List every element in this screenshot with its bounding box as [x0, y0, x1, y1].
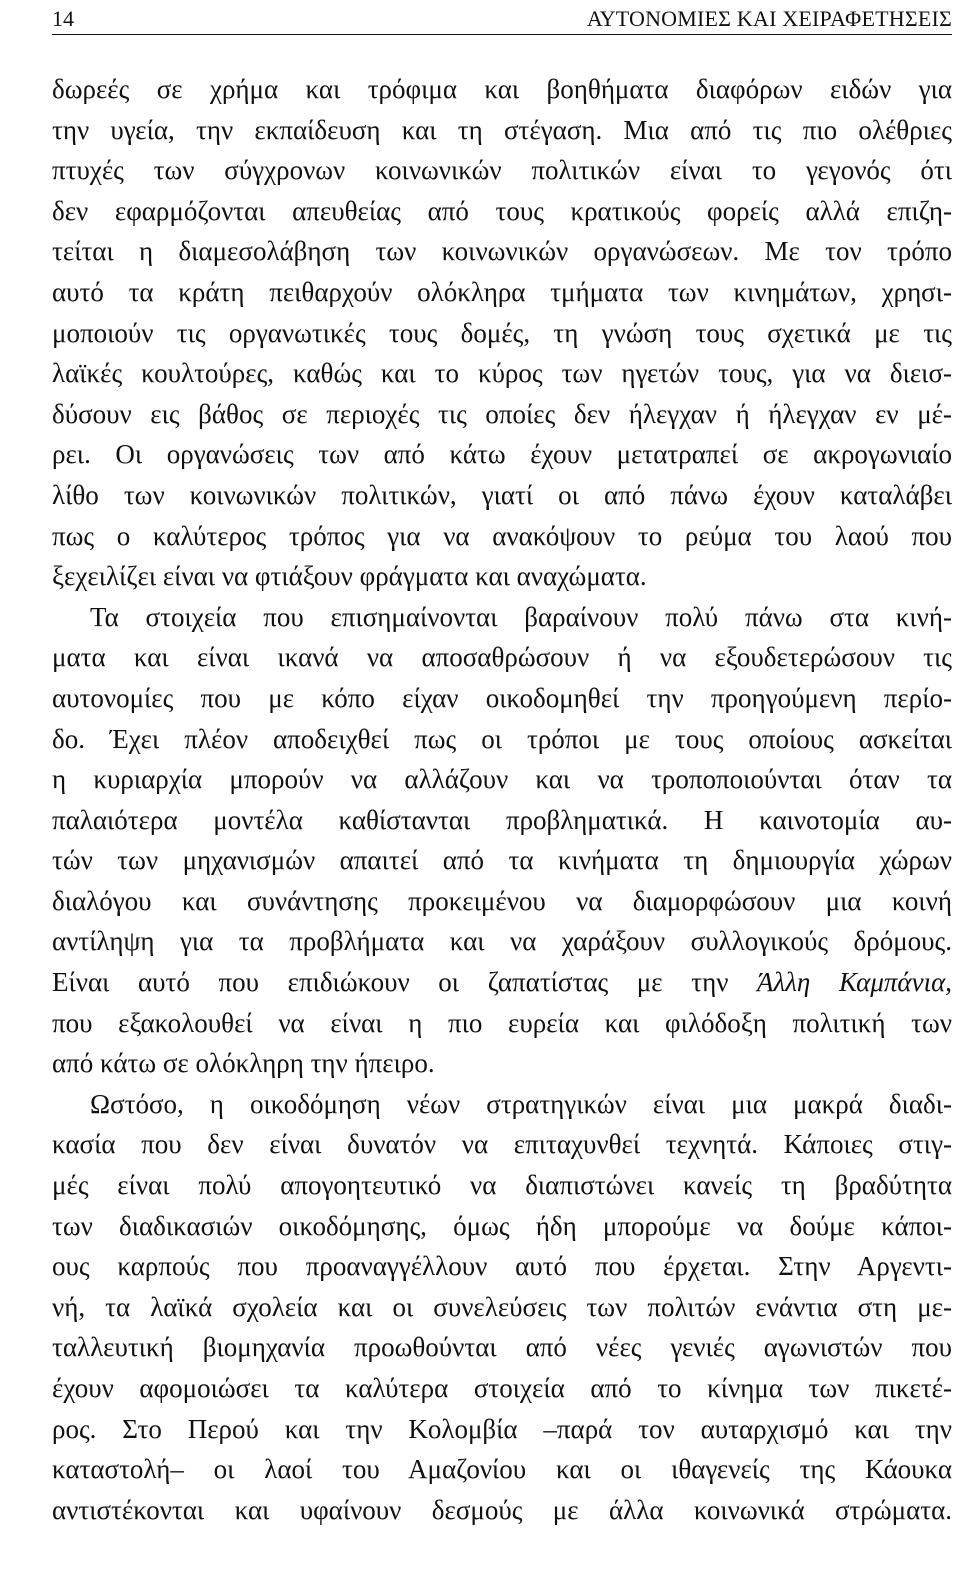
text-line: έχουν αφομοιώσει τα καλύτερα στοιχεία από το κίνημα των πικετέ- [52, 1373, 952, 1403]
text-line: αυτονομίες που με κόπο είχαν οικοδομηθεί την προηγούμενη περίο- [52, 682, 952, 713]
text-line: τείται η διαμεσολάβηση των κοινωνικών οργανώσεων. Με τον τρόπο [52, 236, 952, 267]
text-line: τών των μηχανισμών απαιτεί από τα κινήματα τη δημιουργία χώρων [52, 845, 952, 876]
text-line: ματα και είναι ικανά να αποσαθρώσουν ή να εξουδετερώσουν τις [52, 642, 952, 673]
text-line: λίθο των κοινωνικών πολιτικών, γιατί οι από πάνω έχουν καταλάβει [52, 479, 952, 510]
text-line: μές είναι πολύ απογοητευτικό να διαπιστώνει κανείς τη βραδύτητα [52, 1170, 952, 1201]
text-line: μοποιούν τις οργανωτικές τους δομές, τη γνώση τους σχετικά με τις [52, 317, 952, 348]
text-line: Ωστόσο, η οικοδόμηση νέων στρατηγικών είναι μια μακρά διαδι- [90, 1088, 952, 1119]
running-header [52, 4, 952, 35]
text-line: παλαιότερα μοντέλα καθίστανται προβληματικά. Η καινοτομία αυ- [52, 804, 952, 835]
text-segment: , [945, 967, 953, 998]
text-line: των διαδικασιών οικοδόμησης, όμως ήδη μπορούμε να δούμε κάποι- [52, 1210, 952, 1241]
text-line: η κυριαρχία μπορούν να αλλάζουν και να τροποποιούνται όταν τα [52, 764, 952, 795]
text-line: αντίληψη για τα προβλήματα και να χαράξουν συλλογικούς δρόμους. [52, 926, 952, 957]
text-line: ους καρπούς που προαναγγέλλουν αυτό που έρχεται. Στην Αργεντι- [52, 1251, 952, 1282]
text-line: διαλόγου και συνάντησης προκειμένου να διαμορφώσουν μια κοινή [52, 885, 952, 916]
text-segment: Είναι αυτό που επιδιώκουν οι ζαπατίστας με την [52, 967, 729, 998]
text-line: Τα στοιχεία που επισημαίνονται βαραίνουν πολύ πάνω στα κινή- [90, 601, 952, 632]
text-line: ρει. Οι οργανώσεις των από κάτω έχουν μετατραπεί σε ακρογωνιαίο [52, 439, 952, 470]
page-number: 14 [52, 6, 74, 31]
text-line: δύσουν εις βάθος σε περιοχές τις οποίες δεν ήλεγχαν ή ήλεγχαν εν μέ- [52, 398, 952, 429]
running-title: ΑΥΤΟΝΟΜΙΕΣ ΚΑΙ ΧΕΙΡΑΦΕΤΗΣΕΙΣ [586, 6, 952, 31]
text-line: πτυχές των σύγχρονων κοινωνικών πολιτικών είναι το γεγονός ότι [52, 155, 952, 186]
text-line: από κάτω σε ολόκληρη την ήπειρο. [52, 1048, 435, 1079]
text-line: ξεχειλίζει είναι να φτιάξουν φράγματα και αναχώματα. [52, 561, 647, 592]
text-line: δο. Έχει πλέον αποδειχθεί πως οι τρόποι με τους οποίους ασκείται [52, 723, 952, 754]
text-line: που εξακολουθεί να είναι η πιο ευρεία και φιλόδοξη πολιτική των [52, 1007, 952, 1038]
text-line: αντιστέκονται και υφαίνουν δεσμούς με άλλα κοινωνικά στρώματα. [52, 1494, 952, 1525]
text-line: λαϊκές κουλτούρες, καθώς και το κύρος των ηγετών τους, για να διεισ- [52, 358, 952, 389]
text-line: την υγεία, την εκπαίδευση και τη στέγαση. Μια από τις πιο ολέθριες [52, 114, 952, 145]
text-line: ταλλευτική βιομηχανία προωθούνται από νέες γενιές αγωνιστών που [52, 1332, 952, 1363]
text-line: αυτό τα κράτη πειθαρχούν ολόκληρα τμήματα των κινημάτων, χρησι- [52, 276, 952, 307]
text-line-with-italic [52, 962, 952, 1003]
text-line: ρος. Στο Περού και την Κολομβία –παρά τον αυταρχισμό και την [52, 1413, 952, 1444]
book-page [52, 0, 952, 1571]
text-line: καταστολή– οι λαοί του Αμαζονίου και οι ιθαγενείς της Κάουκα [52, 1454, 952, 1485]
text-line: νή, τα λαϊκά σχολεία και οι συνελεύσεις των πολιτών ενάντια στη με- [52, 1291, 952, 1322]
italic-title: Άλλη Καμπάνια [757, 967, 946, 998]
text-line: δωρεές σε χρήμα και τρόφιμα και βοηθήματα διαφόρων ειδών για [52, 74, 952, 104]
text-line: πως ο καλύτερος τρόπος για να ανακόψουν το ρεύμα του λαού που [52, 520, 952, 551]
body-text [52, 69, 952, 1530]
text-line: κασία που δεν είναι δυνατόν να επιταχυνθεί τεχνητά. Κάποιες στιγ- [52, 1129, 952, 1160]
text-line: δεν εφαρμόζονται απευθείας από τους κρατικούς φορείς αλλά επιζη- [52, 195, 952, 226]
